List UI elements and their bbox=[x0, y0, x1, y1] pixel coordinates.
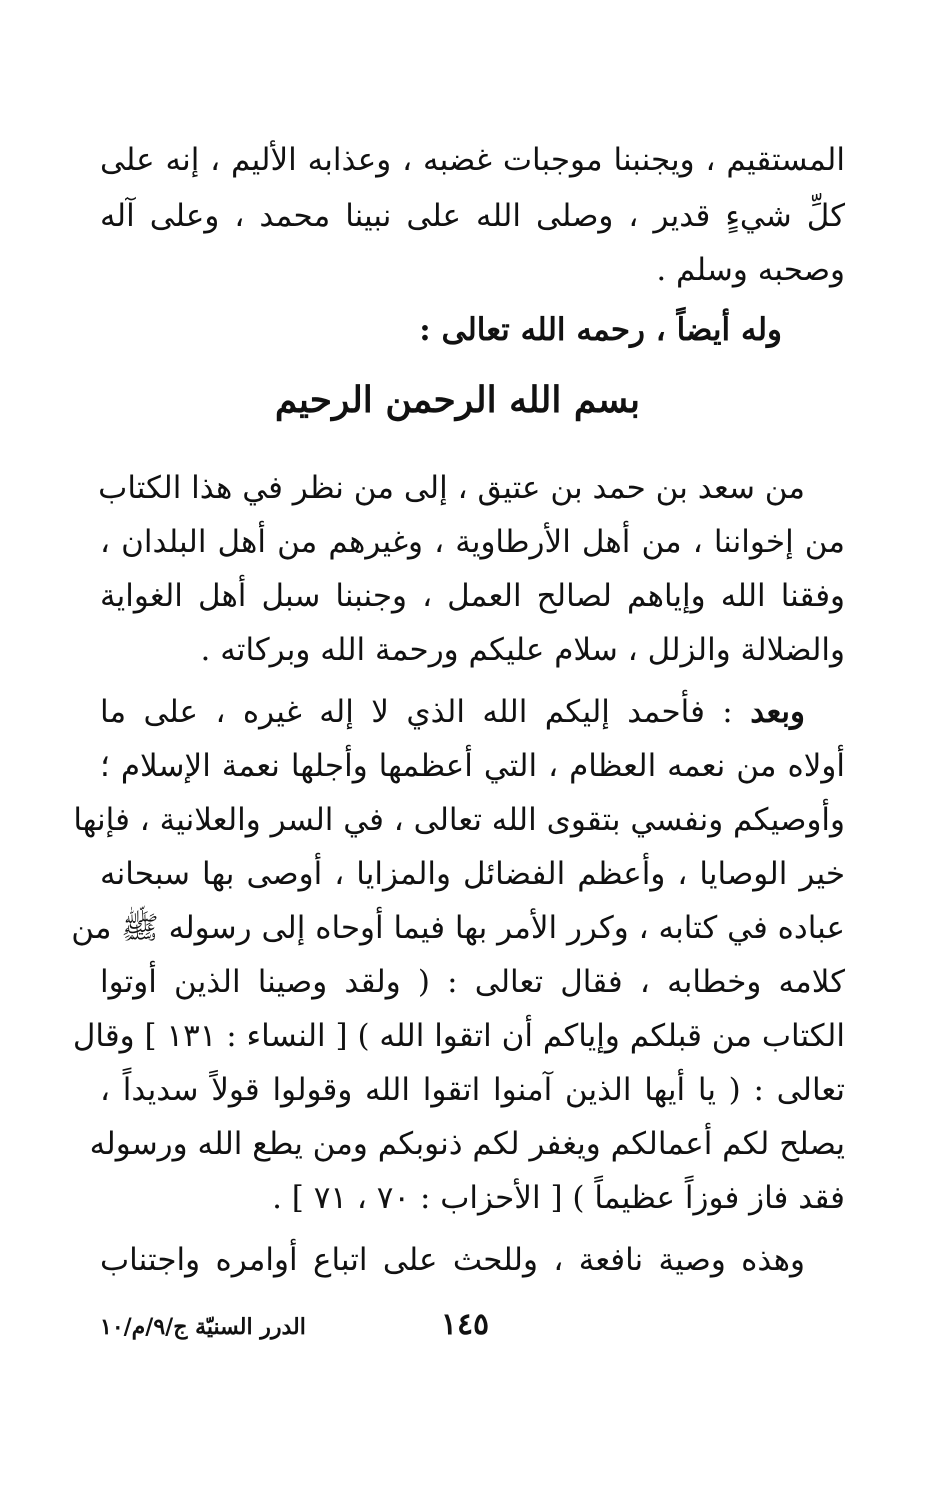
text-line: المستقيم ، ويجنبنا موجبات غضبه ، وعذابه الأليم ، إنه على bbox=[100, 142, 845, 178]
section-heading: وله أيضاً ، رحمه الله تعالى : bbox=[419, 312, 782, 348]
text-line: فقد فاز فوزاً عظيماً ) [ الأحزاب : ٧٠ ، ٧١ ] . bbox=[272, 1180, 845, 1216]
text-line: عباده في كتابه ، وكرر الأمر بها فيما أوحاه إلى رسوله ﷺ من bbox=[71, 910, 845, 946]
text-line: وفقنا الله وإياهم لصالح العمل ، وجنبنا سبل أهل الغواية bbox=[100, 578, 845, 614]
text-line: كلِّ شيءٍ قدير ، وصلى الله على نبينا محمد ، وعلى آله bbox=[100, 198, 845, 234]
opening-word: وبعد bbox=[750, 694, 806, 730]
text-line: خير الوصايا ، وأعظم الفضائل والمزايا ، أوصى بها سبحانه bbox=[100, 856, 845, 892]
page-number: ١٤٥ bbox=[440, 1307, 490, 1342]
signature-mark: الدرر السنيّة ج/٩/م/١٠ bbox=[100, 1314, 306, 1340]
text-line-first bbox=[100, 692, 805, 732]
text-line: وهذه وصية نافعة ، وللحث على اتباع أوامره واجتناب bbox=[100, 1242, 805, 1278]
basmala-calligraphy: بسم الله الرحمن الرحيم bbox=[274, 379, 640, 421]
text-line: تعالى : ( يا أيها الذين آمنوا اتقوا الله وقولوا قولاً سديداً ، bbox=[100, 1072, 845, 1108]
text-line: الكتاب من قبلكم وإياكم أن اتقوا الله ) [ النساء : ١٣١ ] وقال bbox=[72, 1018, 845, 1054]
text-line: كلامه وخطابه ، فقال تعالى : ( ولقد وصينا الذين أوتوا bbox=[100, 964, 845, 1000]
text-line: والضلالة والزلل ، سلام عليكم ورحمة الله وبركاته . bbox=[200, 632, 845, 668]
text-line: من إخواننا ، من أهل الأرطاوية ، وغيرهم من أهل البلدان ، bbox=[100, 524, 845, 560]
text-line: من سعد بن حمد بن عتيق ، إلى من نظر في هذا الكتاب bbox=[98, 470, 805, 506]
text-line: وصحبه وسلم . bbox=[656, 252, 845, 288]
first-line-rest: : فأحمد إليكم الله الذي لا إله غيره ، على ما bbox=[100, 694, 733, 730]
text-line: يصلح لكم أعمالكم ويغفر لكم ذنوبكم ومن يطع الله ورسوله bbox=[89, 1126, 845, 1162]
text-line: وأوصيكم ونفسي بتقوى الله تعالى ، في السر والعلانية ، فإنها bbox=[73, 802, 845, 838]
text-line: أولاه من نعمه العظام ، التي أعظمها وأجلها نعمة الإسلام ؛ bbox=[100, 748, 845, 784]
